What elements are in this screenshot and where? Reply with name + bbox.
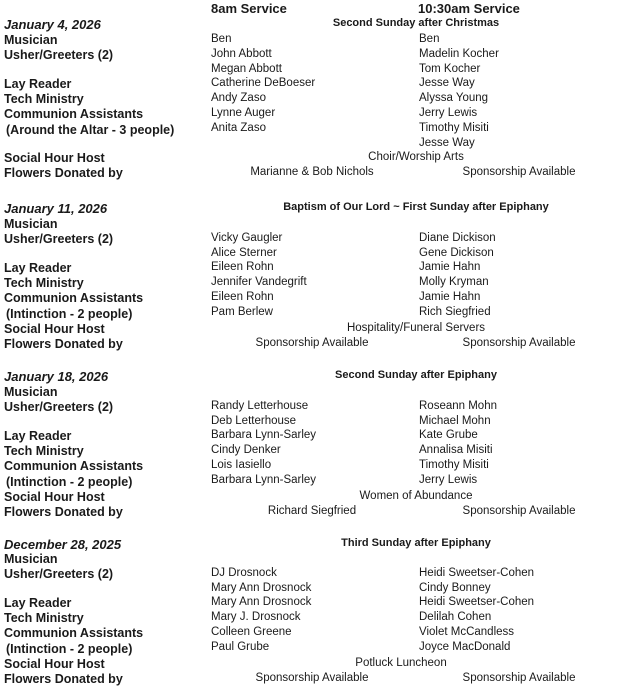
communion-1030: Joyce MacDonald	[419, 641, 511, 653]
role-flowers: Flowers Donated by	[4, 166, 123, 180]
role-musician: Musician	[4, 552, 58, 566]
role-communion: Communion Assistants	[4, 626, 144, 640]
usher-8am: DJ Drosnock	[211, 567, 277, 579]
flowers-8am: Richard Siegfried	[267, 505, 357, 517]
communion-1030: Jerry Lewis	[419, 107, 478, 119]
lay-reader-1030: Kate Grube	[419, 429, 478, 441]
tech-1030: Alyssa Young	[419, 92, 489, 104]
tech-1030: Delilah Cohen	[419, 611, 492, 623]
usher-1030: Madelin Kocher	[419, 48, 499, 60]
usher-1030: Heidi Sweetser-Cohen	[419, 567, 535, 579]
tech-8am: Jennifer Vandegrift	[211, 276, 307, 288]
usher-8am: Alice Sterner	[211, 247, 277, 259]
communion-8am: Barbara Lynn-Sarley	[211, 474, 317, 486]
lay-reader-8am: Barbara Lynn-Sarley	[211, 429, 317, 441]
usher-8am: John Abbott	[211, 48, 272, 60]
role-lay-reader: Lay Reader	[4, 261, 72, 275]
lay-reader-1030: Jamie Hahn	[419, 261, 481, 273]
role-communion: Communion Assistants	[4, 459, 144, 473]
role-lay-reader: Lay Reader	[4, 596, 72, 610]
role-musician: Musician	[4, 385, 58, 399]
flowers-8am: Sponsorship Available	[255, 337, 369, 349]
lay-reader-1030: Heidi Sweetser-Cohen	[419, 596, 535, 608]
week-occasion: Second Sunday after Christmas	[332, 17, 500, 29]
usher-8am: Mary Ann Drosnock	[211, 582, 312, 594]
tech-1030: Annalisa Misiti	[419, 444, 493, 456]
communion-1030: Jamie Hahn	[419, 291, 481, 303]
role-flowers: Flowers Donated by	[4, 505, 123, 519]
communion-note: (Intinction - 2 people)	[6, 475, 133, 489]
communion-8am: Eileen Rohn	[211, 291, 274, 303]
role-social-hour: Social Hour Host	[4, 657, 105, 671]
communion-note: (Intinction - 2 people)	[6, 307, 133, 321]
flowers-8am: Sponsorship Available	[255, 672, 369, 684]
communion-8am: Lynne Auger	[211, 107, 276, 119]
musician-8am: Ben	[211, 33, 232, 45]
social-host: Choir/Worship Arts	[368, 151, 464, 163]
role-lay-reader: Lay Reader	[4, 429, 72, 443]
tech-8am: Andy Zaso	[211, 92, 266, 104]
communion-1030: Timothy Misiti	[419, 459, 489, 471]
role-social-hour: Social Hour Host	[4, 151, 105, 165]
communion-8am: Anita Zaso	[211, 122, 266, 134]
role-ushers: Usher/Greeters (2)	[4, 48, 114, 62]
role-ushers: Usher/Greeters (2)	[4, 567, 114, 581]
social-host: Potluck Luncheon	[355, 657, 447, 669]
communion-note: (Intinction - 2 people)	[6, 642, 133, 656]
communion-1030: Violet McCandless	[419, 626, 515, 638]
social-host: Hospitality/Funeral Servers	[346, 322, 486, 334]
usher-1030: Cindy Bonney	[419, 582, 491, 594]
role-flowers: Flowers Donated by	[4, 337, 123, 351]
flowers-1030: Sponsorship Available	[462, 337, 576, 349]
usher-1030: Roseann Mohn	[419, 400, 497, 412]
musician-1030: Ben	[419, 33, 440, 45]
tech-1030: Molly Kryman	[419, 276, 489, 288]
flowers-8am: Marianne & Bob Nichols	[250, 166, 374, 178]
usher-1030: Diane Dickison	[419, 232, 496, 244]
communion-8am: Lois Iasiello	[211, 459, 272, 471]
header-8am: 8am Service	[211, 1, 287, 16]
role-tech: Tech Ministry	[4, 92, 84, 106]
role-social-hour: Social Hour Host	[4, 490, 105, 504]
communion-1030: Jesse Way	[419, 137, 475, 149]
communion-8am: Colleen Greene	[211, 626, 292, 638]
usher-1030: Tom Kocher	[419, 63, 481, 75]
role-tech: Tech Ministry	[4, 444, 84, 458]
role-ushers: Usher/Greeters (2)	[4, 232, 114, 246]
usher-8am: Vicky Gaugler	[211, 232, 283, 244]
week-occasion: Second Sunday after Epiphany	[335, 369, 497, 381]
role-flowers: Flowers Donated by	[4, 672, 123, 686]
flowers-1030: Sponsorship Available	[462, 505, 576, 517]
communion-1030: Timothy Misiti	[419, 122, 489, 134]
tech-8am: Mary J. Drosnock	[211, 611, 301, 623]
role-communion: Communion Assistants	[4, 107, 144, 121]
week-date: January 18, 2026	[4, 369, 109, 384]
role-social-hour: Social Hour Host	[4, 322, 105, 336]
communion-note: (Around the Altar - 3 people)	[6, 123, 175, 137]
communion-8am: Pam Berlew	[211, 306, 273, 318]
week-date: January 4, 2026	[4, 17, 101, 32]
role-communion: Communion Assistants	[4, 291, 144, 305]
tech-8am: Cindy Denker	[211, 444, 281, 456]
role-musician: Musician	[4, 33, 58, 47]
communion-1030: Rich Siegfried	[419, 306, 491, 318]
role-musician: Musician	[4, 217, 58, 231]
usher-8am: Megan Abbott	[211, 63, 282, 75]
flowers-1030: Sponsorship Available	[462, 672, 576, 684]
week-date: December 28, 2025	[4, 537, 122, 552]
lay-reader-1030: Jesse Way	[419, 77, 475, 89]
role-tech: Tech Ministry	[4, 611, 84, 625]
week-occasion: Baptism of Our Lord ~ First Sunday after Epiphany	[283, 201, 549, 213]
usher-1030: Michael Mohn	[419, 415, 491, 427]
communion-8am: Paul Grube	[211, 641, 270, 653]
lay-reader-8am: Mary Ann Drosnock	[211, 596, 312, 608]
lay-reader-8am: Eileen Rohn	[211, 261, 274, 273]
lay-reader-8am: Catherine DeBoeser	[211, 77, 316, 89]
usher-8am: Deb Letterhouse	[211, 415, 297, 427]
usher-1030: Gene Dickison	[419, 247, 494, 259]
week-occasion: Third Sunday after Epiphany	[341, 537, 491, 549]
week-date: January 11, 2026	[4, 201, 108, 216]
flowers-1030: Sponsorship Available	[462, 166, 576, 178]
usher-8am: Randy Letterhouse	[211, 400, 309, 412]
role-tech: Tech Ministry	[4, 276, 84, 290]
social-host: Women of Abundance	[359, 490, 473, 502]
communion-1030: Jerry Lewis	[419, 474, 478, 486]
role-lay-reader: Lay Reader	[4, 77, 72, 91]
header-1030: 10:30am Service	[418, 1, 520, 16]
role-ushers: Usher/Greeters (2)	[4, 400, 114, 414]
